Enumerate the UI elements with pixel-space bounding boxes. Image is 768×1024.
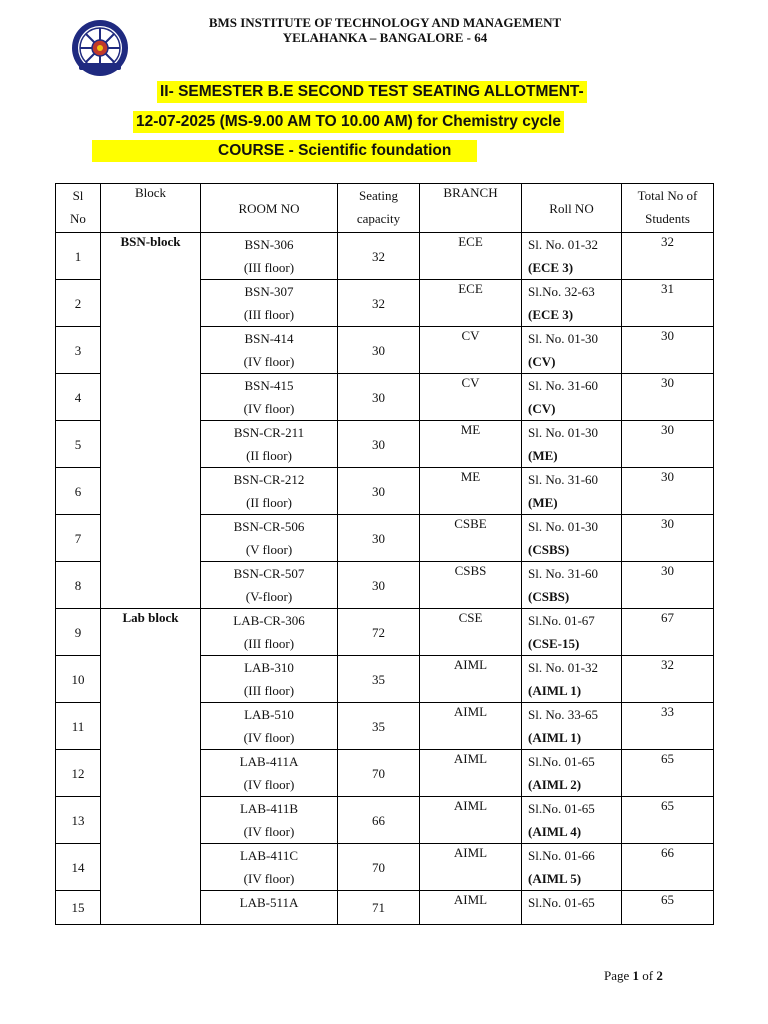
capacity-value: 30 [372, 389, 385, 405]
roll-group: (ECE 3) [528, 307, 574, 322]
capacity-value: 35 [372, 671, 385, 687]
cell-roll-no [522, 233, 622, 280]
roll-group: (AIML 4) [528, 824, 582, 839]
header-total-students: Total No of Students [622, 184, 714, 233]
capacity-value: 30 [372, 436, 385, 452]
room-floor: (V floor) [245, 542, 293, 557]
total-value: 30 [661, 328, 674, 343]
roll-group: (CSBS) [528, 589, 570, 604]
branch-name: CV [461, 328, 480, 343]
cell-total-students [622, 562, 714, 609]
total-value: 30 [661, 422, 674, 437]
room-number: BSN-CR-507 [233, 566, 305, 581]
cell-seating-capacity [338, 797, 420, 844]
cell-roll-no [522, 656, 622, 703]
cell-seating-capacity [338, 515, 420, 562]
cell-roll-no [522, 797, 622, 844]
block-name: Lab block [122, 610, 179, 625]
roll-group: (ME) [528, 448, 558, 463]
sl-no-text: 12 [71, 765, 85, 781]
room-floor: (II floor) [246, 448, 292, 463]
cell-total-students [622, 374, 714, 421]
room-number: LAB-510 [244, 707, 294, 722]
cell-sl-no [56, 656, 101, 703]
roll-range: Sl.No. 01-65 [528, 895, 595, 910]
roll-range: Sl. No. 01-30 [528, 519, 599, 534]
branch-name: AIML [453, 657, 488, 672]
sl-no-text: 3 [74, 342, 82, 358]
sl-no-text: 10 [71, 671, 85, 687]
sl-no-text: 2 [74, 295, 82, 311]
page-of: of [642, 968, 654, 983]
room-number: BSN-306 [244, 237, 294, 252]
cell-sl-no [56, 844, 101, 891]
branch-name: AIML [453, 892, 488, 907]
room-number: LAB-411A [239, 754, 299, 769]
cell-room-no [201, 703, 338, 750]
branch-name: CSBE [454, 516, 487, 531]
roll-group: (ME) [528, 495, 558, 510]
capacity-value: 72 [372, 624, 385, 640]
cell-room-no [201, 891, 338, 925]
room-number: LAB-310 [244, 660, 294, 675]
branch-name: ME [460, 422, 481, 437]
institute-address: YELAHANKA – BANGALORE - 64 [282, 30, 488, 45]
room-number: BSN-CR-211 [233, 425, 305, 440]
institute-logo [71, 19, 129, 77]
roll-range: Sl. No. 33-65 [528, 707, 599, 722]
cell-branch [420, 562, 522, 609]
cell-total-students [622, 703, 714, 750]
cell-seating-capacity [338, 656, 420, 703]
roll-group: (CSBS) [528, 542, 570, 557]
page-total: 2 [656, 968, 663, 983]
header-room-no: ROOM NO [201, 184, 338, 233]
cell-room-no [201, 656, 338, 703]
roll-range: Sl.No. 01-66 [528, 848, 595, 863]
roll-group: (CV) [528, 401, 556, 416]
room-number: BSN-307 [244, 284, 294, 299]
total-value: 65 [661, 751, 674, 766]
roll-group: (AIML 1) [528, 730, 582, 745]
cell-total-students [622, 750, 714, 797]
cell-seating-capacity [338, 609, 420, 656]
roll-range: Sl. No. 31-60 [528, 566, 599, 581]
roll-group: (CV) [528, 354, 556, 369]
room-number: BSN-CR-212 [233, 472, 305, 487]
room-number: LAB-411B [239, 801, 299, 816]
roll-range: Sl. No. 01-30 [528, 425, 599, 440]
branch-name: ECE [458, 234, 483, 249]
total-value: 31 [661, 281, 674, 296]
cell-total-students [622, 327, 714, 374]
cell-branch [420, 750, 522, 797]
total-value: 30 [661, 375, 674, 390]
capacity-value: 70 [372, 859, 385, 875]
branch-name: AIML [453, 845, 488, 860]
roll-range: Sl.No. 01-65 [528, 801, 595, 816]
branch-name: ME [460, 469, 481, 484]
roll-range: Sl. No. 31-60 [528, 472, 599, 487]
cell-branch [420, 468, 522, 515]
title-line-2: 12-07-2025 (MS-9.00 AM TO 10.00 AM) for Chemistry cycle [133, 111, 564, 133]
header-roll-no: Roll NO [522, 184, 622, 233]
cell-seating-capacity [338, 327, 420, 374]
capacity-value: 30 [372, 577, 385, 593]
room-floor: (III floor) [243, 683, 295, 698]
seal-icon [71, 19, 129, 77]
header-block: Block [101, 184, 201, 233]
room-floor: (V-floor) [245, 589, 293, 604]
cell-roll-no [522, 562, 622, 609]
cell-seating-capacity [338, 844, 420, 891]
cell-seating-capacity [338, 374, 420, 421]
capacity-value: 70 [372, 765, 385, 781]
roll-range: Sl. No. 01-32 [528, 237, 599, 252]
sl-no-text: 6 [74, 483, 82, 499]
branch-name: AIML [453, 751, 488, 766]
cell-roll-no [522, 891, 622, 925]
cell-total-students [622, 515, 714, 562]
total-value: 30 [661, 469, 674, 484]
capacity-value: 30 [372, 342, 385, 358]
sl-no-text: 11 [71, 718, 85, 734]
cell-roll-no [522, 327, 622, 374]
total-value: 66 [661, 845, 674, 860]
sl-no-text: 9 [74, 624, 82, 640]
cell-branch [420, 374, 522, 421]
room-floor: (III floor) [243, 307, 295, 322]
roll-group: (ECE 3) [528, 260, 574, 275]
cell-seating-capacity [338, 891, 420, 925]
cell-roll-no [522, 468, 622, 515]
table-row [56, 233, 714, 280]
roll-range: Sl.No. 01-67 [528, 613, 595, 628]
cell-room-no [201, 797, 338, 844]
cell-sl-no [56, 797, 101, 844]
sl-no-text: 4 [74, 389, 82, 405]
cell-total-students [622, 891, 714, 925]
header-branch: BRANCH [420, 184, 522, 233]
capacity-value: 32 [372, 295, 385, 311]
title-line-1: II- SEMESTER B.E SECOND TEST SEATING ALLOTMENT- [157, 81, 587, 103]
roll-group: (CSE-15) [528, 636, 580, 651]
page-number: 1 [632, 968, 640, 983]
page-footer [604, 968, 663, 984]
cell-branch [420, 280, 522, 327]
cell-roll-no [522, 703, 622, 750]
room-floor: (IV floor) [243, 401, 295, 416]
branch-name: ECE [458, 281, 483, 296]
sl-no-text: 13 [71, 812, 85, 828]
cell-total-students [622, 468, 714, 515]
cell-branch [420, 656, 522, 703]
branch-name: CSBS [454, 563, 487, 578]
branch-name: AIML [453, 798, 488, 813]
room-number: BSN-CR-506 [233, 519, 305, 534]
cell-room-no [201, 421, 338, 468]
page-label: Page [604, 968, 630, 983]
cell-total-students [622, 797, 714, 844]
room-floor: (III floor) [243, 260, 295, 275]
cell-sl-no [56, 468, 101, 515]
roll-range: Sl. No. 01-32 [528, 660, 599, 675]
cell-sl-no [56, 327, 101, 374]
cell-sl-no [56, 609, 101, 656]
room-floor: (IV floor) [243, 354, 295, 369]
roll-range: Sl.No. 01-65 [528, 754, 595, 769]
cell-sl-no [56, 280, 101, 327]
cell-room-no [201, 374, 338, 421]
institute-name: BMS INSTITUTE OF TECHNOLOGY AND MANAGEMENT [208, 15, 562, 30]
roll-range: Sl. No. 01-30 [528, 331, 599, 346]
cell-sl-no [56, 891, 101, 925]
capacity-value: 71 [372, 900, 385, 915]
room-number: LAB-CR-306 [233, 613, 305, 628]
sl-no-text: 5 [74, 436, 82, 452]
room-floor: (IV floor) [243, 871, 295, 886]
title-line-3: COURSE - Scientific foundation [92, 140, 477, 162]
cell-seating-capacity [338, 562, 420, 609]
cell-room-no [201, 280, 338, 327]
cell-seating-capacity [338, 280, 420, 327]
cell-block [101, 609, 201, 925]
total-value: 30 [661, 563, 674, 578]
cell-total-students [622, 844, 714, 891]
room-floor: (IV floor) [243, 824, 295, 839]
capacity-value: 66 [372, 812, 385, 828]
cell-total-students [622, 609, 714, 656]
cell-roll-no [522, 609, 622, 656]
cell-roll-no [522, 374, 622, 421]
cell-seating-capacity [338, 750, 420, 797]
table-header-row [56, 184, 714, 233]
cell-branch [420, 515, 522, 562]
roll-group: (AIML 1) [528, 683, 582, 698]
room-number: BSN-415 [244, 378, 294, 393]
cell-room-no [201, 562, 338, 609]
cell-sl-no [56, 233, 101, 280]
cell-branch [420, 233, 522, 280]
cell-total-students [622, 233, 714, 280]
cell-branch [420, 703, 522, 750]
cell-room-no [201, 327, 338, 374]
cell-sl-no [56, 374, 101, 421]
cell-sl-no [56, 703, 101, 750]
cell-room-no [201, 609, 338, 656]
sl-no-text: 7 [74, 530, 82, 546]
branch-name: AIML [453, 704, 488, 719]
cell-seating-capacity [338, 468, 420, 515]
sl-no-text: 14 [71, 859, 85, 875]
capacity-value: 32 [372, 248, 385, 264]
total-value: 67 [661, 610, 674, 625]
roll-range: Sl.No. 32-63 [528, 284, 595, 299]
total-value: 33 [661, 704, 674, 719]
total-value: 32 [661, 657, 674, 672]
room-floor: (III floor) [243, 636, 295, 651]
cell-roll-no [522, 844, 622, 891]
room-number: LAB-411C [239, 848, 299, 863]
sl-no-text: 1 [74, 248, 82, 264]
seating-table [55, 183, 714, 925]
cell-branch [420, 844, 522, 891]
sl-no-text: 15 [71, 900, 85, 915]
total-value: 30 [661, 516, 674, 531]
table-body [56, 233, 714, 925]
room-floor: (II floor) [246, 495, 292, 510]
cell-block [101, 233, 201, 609]
cell-room-no [201, 515, 338, 562]
cell-room-no [201, 233, 338, 280]
sl-no-text: 8 [74, 577, 82, 593]
block-name: BSN-block [120, 234, 181, 249]
header-seating-capacity: Seating capacity [338, 184, 420, 233]
total-value: 65 [661, 798, 674, 813]
cell-room-no [201, 750, 338, 797]
cell-total-students [622, 656, 714, 703]
cell-sl-no [56, 750, 101, 797]
total-value: 65 [661, 892, 674, 907]
capacity-value: 30 [372, 483, 385, 499]
room-number: BSN-414 [244, 331, 294, 346]
cell-roll-no [522, 421, 622, 468]
cell-sl-no [56, 562, 101, 609]
branch-name: CSE [458, 610, 483, 625]
cell-total-students [622, 280, 714, 327]
cell-roll-no [522, 515, 622, 562]
room-floor: (IV floor) [243, 777, 295, 792]
cell-seating-capacity [338, 421, 420, 468]
institute-heading [140, 15, 630, 45]
roll-group: (AIML 5) [528, 871, 582, 886]
room-number: LAB-511A [239, 895, 299, 910]
capacity-value: 35 [372, 718, 385, 734]
cell-room-no [201, 844, 338, 891]
header-sl-no: Sl No [56, 184, 101, 233]
cell-seating-capacity [338, 703, 420, 750]
cell-branch [420, 797, 522, 844]
total-value: 32 [661, 234, 674, 249]
cell-branch [420, 891, 522, 925]
branch-name: CV [461, 375, 480, 390]
cell-branch [420, 609, 522, 656]
cell-total-students [622, 421, 714, 468]
cell-roll-no [522, 280, 622, 327]
cell-sl-no [56, 421, 101, 468]
roll-group: (AIML 2) [528, 777, 582, 792]
roll-range: Sl. No. 31-60 [528, 378, 599, 393]
capacity-value: 30 [372, 530, 385, 546]
cell-seating-capacity [338, 233, 420, 280]
cell-branch [420, 421, 522, 468]
room-floor: (IV floor) [243, 730, 295, 745]
table-row [56, 609, 714, 656]
cell-sl-no [56, 515, 101, 562]
cell-roll-no [522, 750, 622, 797]
cell-branch [420, 327, 522, 374]
cell-room-no [201, 468, 338, 515]
